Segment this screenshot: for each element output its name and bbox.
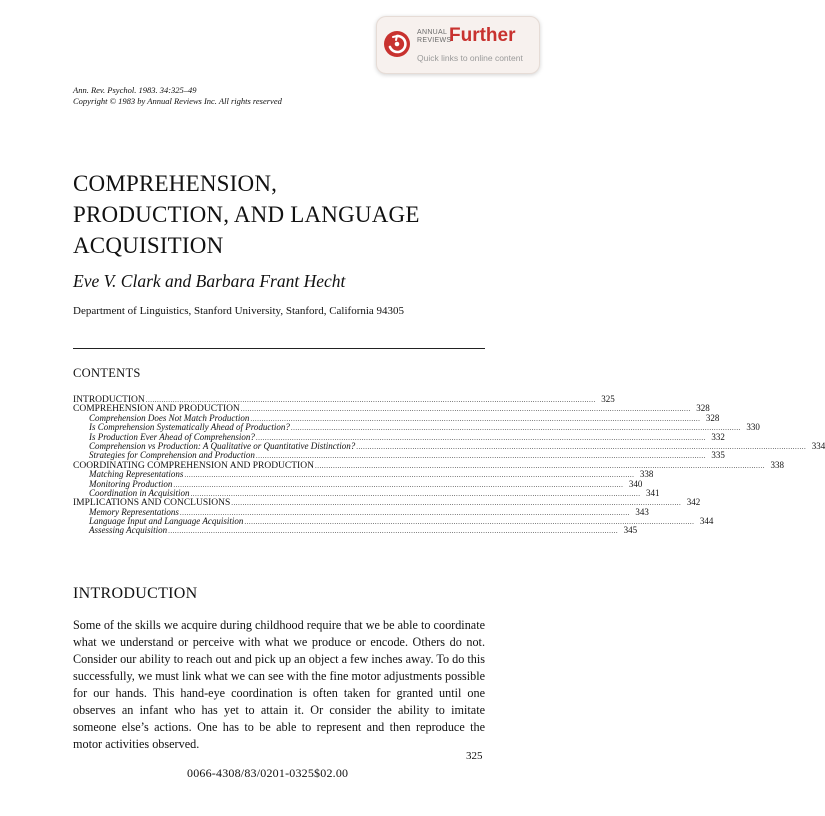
toc-leader-dots: ........................................................................................................................................................................................................ (244, 518, 695, 527)
toc-leader-dots: ........................................................................................................................................................................................................ (168, 527, 619, 536)
toc-leader-dots: ........................................................................................................................................................................................................ (240, 405, 691, 414)
article-authors: Eve V. Clark and Barbara Frant Hecht (73, 271, 346, 291)
toc-leader-dots: ........................................................................................................................................................................................................ (173, 480, 624, 489)
toc-leader-dots: ........................................................................................................................................................................................................ (250, 414, 701, 423)
body-paragraph: Some of the skills we acquire during childhood require that we be able to coordinate what we understand or perceive with what we produce or encode. Others do not. Consider our ability to reach out and pick up an object a few inches away. To do this successfully, we must link what we can see with the fine motor adjustments possible for our hands. This hand-eye coordination is often taken for granted until one observes an infant who has yet to attain it. Or consider the ability to imitate someone else’s actions. One has to be able to represent and then reproduce the motor activities observed. (73, 618, 485, 751)
title-line: COMPREHENSION, (73, 171, 278, 196)
badge-publisher: ANNUAL REVIEWS (417, 29, 452, 44)
toc-entry-page: 335 (711, 450, 725, 461)
toc-leader-dots: ........................................................................................................................................................................................................ (179, 508, 630, 517)
toc-entry-page: 340 (628, 478, 643, 489)
citation-line: Ann. Rev. Psychol. 1983. 34:325–49 (73, 85, 197, 95)
toc-entry-page: 325 (601, 394, 615, 404)
title-line: PRODUCTION, AND LANGUAGE (73, 202, 420, 227)
page-number: 325 (466, 750, 483, 762)
toc-entry-page: 345 (623, 525, 638, 536)
toc-leader-dots: ........................................................................................................................................................................................................ (145, 396, 596, 404)
title-line: ACQUISITION (73, 233, 224, 258)
further-links-badge[interactable] (376, 16, 540, 74)
toc-entry-page: 338 (639, 469, 654, 480)
toc-entry-page: 341 (646, 487, 660, 498)
toc-leader-dots: ........................................................................................................................................................................................................ (290, 424, 741, 433)
toc-entry-title: COORDINATING COMPREHENSION AND PRODUCTION (73, 460, 314, 471)
article-title (73, 168, 493, 261)
table-of-contents (73, 394, 825, 536)
badge-brand: Further (449, 25, 516, 46)
toc-entry-title: Comprehension vs Production: A Qualitative or Quantitative Distinction? (89, 440, 356, 451)
section-divider (73, 348, 485, 349)
toc-leader-dots: ........................................................................................................................................................................................................ (314, 461, 765, 470)
toc-entry-page: 342 (686, 497, 701, 508)
badge-tagline: Quick links to online content (417, 53, 523, 63)
toc-entry-title: INTRODUCTION (73, 395, 145, 405)
toc-entry-title: IMPLICATIONS AND CONCLUSIONS (73, 498, 231, 509)
toc-entry-title: COMPREHENSION AND PRODUCTION (73, 404, 240, 415)
toc-entry-title: Language Input and Language Acquisition (89, 516, 244, 527)
toc-entry (73, 525, 638, 536)
journal-citation (73, 85, 282, 107)
toc-entry-title: Strategies for Comprehension and Production (89, 450, 255, 461)
toc-entry-title: Is Production Ever Ahead of Comprehension? (89, 431, 255, 442)
toc-entry-page: 343 (635, 506, 649, 517)
toc-entry-page: 330 (746, 422, 760, 433)
toc-entry-title: Is Comprehension Systematically Ahead of Production? (89, 422, 290, 433)
toc-entry (73, 487, 660, 498)
toc-leader-dots: ........................................................................................................................................................................................................ (356, 442, 807, 451)
toc-entry-title: Coordination in Acquisition (89, 487, 190, 498)
toc-entry-title: Monitoring Production (89, 478, 173, 489)
toc-entry-page: 328 (696, 403, 710, 414)
toc-entry-title: Matching Representations (89, 469, 184, 480)
annual-reviews-logo-icon (384, 31, 410, 57)
toc-entry-page: 334 (811, 440, 825, 451)
toc-leader-dots: ........................................................................................................................................................................................................ (255, 433, 706, 442)
toc-leader-dots: ........................................................................................................................................................................................................ (190, 489, 641, 498)
toc-entry-title: Assessing Acquisition (89, 525, 168, 536)
author-affiliation: Department of Linguistics, Stanford University, Stanford, California 94305 (73, 305, 405, 317)
toc-entry-page: 328 (705, 412, 720, 423)
toc-leader-dots: ........................................................................................................................................................................................................ (255, 452, 706, 461)
toc-entry-page: 344 (699, 516, 714, 527)
toc-entry-title: Memory Representations (89, 506, 179, 517)
toc-entry-page: 332 (711, 431, 725, 442)
toc-entry-page: 338 (770, 459, 784, 470)
section-heading: INTRODUCTION (73, 585, 198, 602)
copyright-line: Copyright © 1983 by Annual Reviews Inc. All rights reserved (73, 96, 282, 106)
toc-entry (73, 394, 615, 405)
article-code: 0066-4308/83/0201-0325$02.00 (187, 766, 349, 780)
toc-entry (73, 450, 725, 461)
toc-entry-title: Comprehension Does Not Match Production (89, 412, 250, 423)
toc-leader-dots: ........................................................................................................................................................................................................ (231, 499, 682, 508)
contents-heading: CONTENTS (73, 366, 141, 380)
toc-leader-dots: ........................................................................................................................................................................................................ (184, 471, 635, 480)
